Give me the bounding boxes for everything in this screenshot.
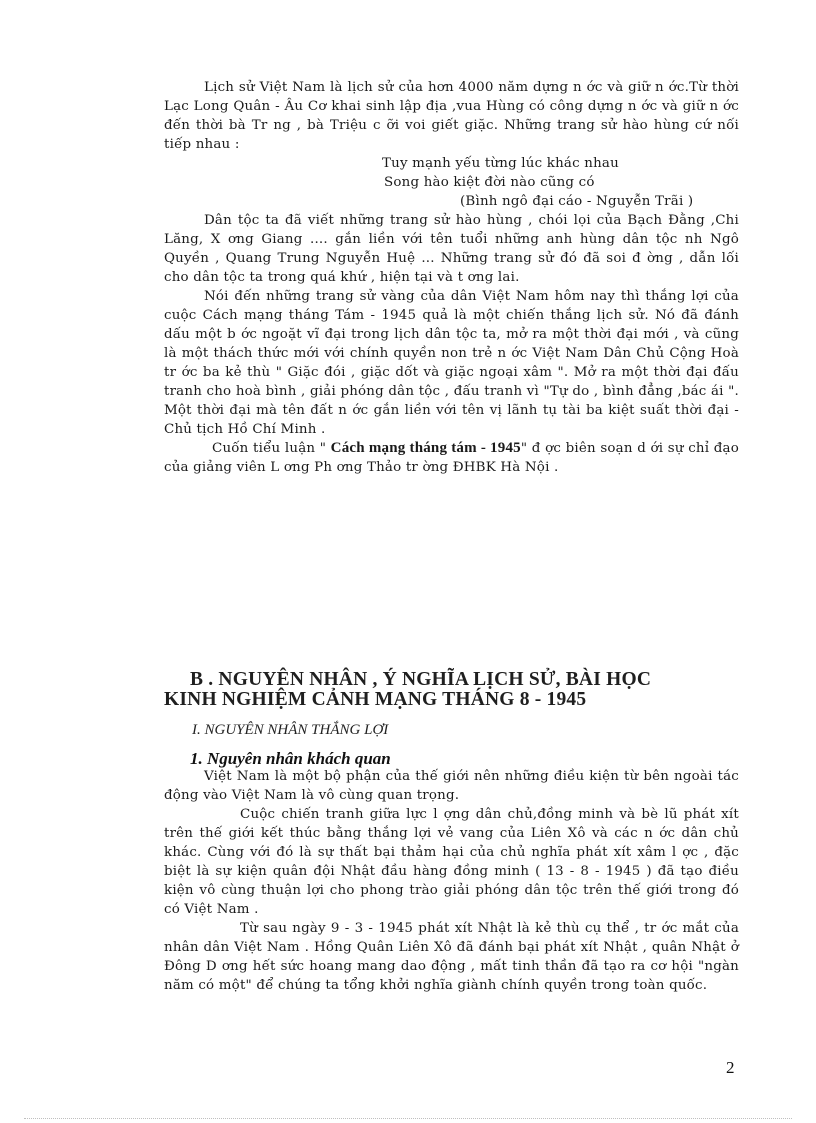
section-b-paragraph-1: Việt Nam là một bộ phận của thế giới nên những điều kiện từ bên ngoài tác động vào Việt Nam là vô cùng quan trọng. [164, 769, 739, 803]
poem-attribution: (Bình ngô đại cáo - Nguyễn Trãi ) [460, 194, 694, 209]
intro-paragraph-4 [164, 439, 739, 477]
section-b-paragraph-2: Cuộc chiến tranh giữa lực l ợng dân chủ,đồng minh và bè lũ phát xít trên thế giới kết thúc bằng thắng lợi vẻ vang của Liên Xô và các n ớc dân chủ khác. Cùng với đó là sự thất bại thảm hại của chủ nghĩa phát xít xâm l ợc , đặc biệt là sự kiện quân đội Nhật đầu hàng đồng minh ( 13 - 8 - 1945 ) đã tạo điều kiện vô cùng thuận lợi cho phong trào giải phóng dân tộc trên thế giới trong đó có Việt Nam . [164, 807, 739, 917]
intro-p4-after: " đ ợc biên soạn d ới sự chỉ đạo của giảng viên L ơng Ph ơng Thảo tr ờng ĐHBK Hà Nội . [164, 441, 739, 475]
poem-line-1: Tuy mạnh yếu từng lúc khác nhau [382, 156, 619, 171]
item-1-heading: 1. Nguyên nhân khách quan [190, 749, 391, 768]
subsection-i-heading: I. NGUYÊN NHÂN THẮNG LỢI [192, 722, 389, 738]
section-b-paragraph-3: Từ sau ngày 9 - 3 - 1945 phát xít Nhật là kẻ thù cụ thể , tr ớc mắt của nhân dân Việt Nam . Hồng Quân Liên Xô đã đánh bại phát xít Nhật , quân Nhật ở Đông D ơng hết sức hoang mang dao động , mất tinh thần đã tạo ra cơ hội "ngàn năm có một" để chúng ta tổng khởi nghĩa giành chính quyền trong toàn quốc. [164, 921, 739, 993]
intro-paragraph-1: Lịch sử Việt Nam là lịch sử của hơn 4000 năm dựng n ớc và giữ n ớc.Từ thời Lạc Long Quân - Âu Cơ khai sinh lập địa ,vua Hùng có công dựng n ớc và giữ n ớc đến thời bà Tr ng , bà Triệu c ỡi voi giết giặc. Những trang sử hào hùng cứ nối tiếp nhau : [164, 80, 739, 152]
intro-block [164, 78, 739, 477]
essay-title: Cách mạng tháng tám - 1945 [330, 440, 521, 456]
bottom-dotted-rule [24, 1118, 792, 1119]
section-b-body [164, 767, 739, 995]
intro-paragraph-2: Dân tộc ta đã viết những trang sử hào hùng , chói lọi của Bạch Đằng ,Chi Lăng, X ơng Giang .... gắn liền với tên tuổi những anh hùng dân tộc nh Ngô Quyền , Quang Trung Nguyễn Huệ ... Những trang sử đó đã soi đ ờng , dẫn lối cho dân tộc ta trong quá khứ , hiện tại và t ơng lai. [164, 213, 739, 285]
section-b-title-line-1: B . NGUYÊN NHÂN , Ý NGHĨA LỊCH SỬ, BÀI HỌC [190, 669, 652, 690]
intro-p4-before: Cuốn tiểu luận " [212, 441, 331, 456]
section-b-title-line-2: KINH NGHIỆM CẢNH MẠNG THÁNG 8 - 1945 [164, 689, 587, 710]
intro-paragraph-3: Nói đến những trang sử vàng của dân Việt Nam hôm nay thì thắng lợi của cuộc Cách mạng tháng Tám - 1945 quả là một chiến thắng lịch sử. Nó đã đánh dấu một b ớc ngoặt vĩ đại trong lịch dân tộc ta, mở ra một thời đại mới , và cũng là một thách thức mới với chính quyền non trẻ n ớc Việt Nam Dân Chủ Cộng Hoà tr ớc ba kẻ thù " Giặc đói , giặc dốt và giặc ngoại xâm ". Mở ra một thời đại đấu tranh cho hoà bình , giải phóng dân tộc , đấu tranh vì "Tự do , bình đẳng ,bác ái ". Một thời đại mà tên đất n ớc gắn liền với tên vị lãnh tụ tài ba kiệt suất thời đại - Chủ tịch Hồ Chí Minh . [164, 289, 739, 437]
poem-line-2: Song hào kiệt đời nào cũng có [384, 175, 595, 190]
poem-quote [164, 154, 739, 211]
page-number: 2 [726, 1058, 735, 1077]
section-b-heading [164, 670, 744, 710]
